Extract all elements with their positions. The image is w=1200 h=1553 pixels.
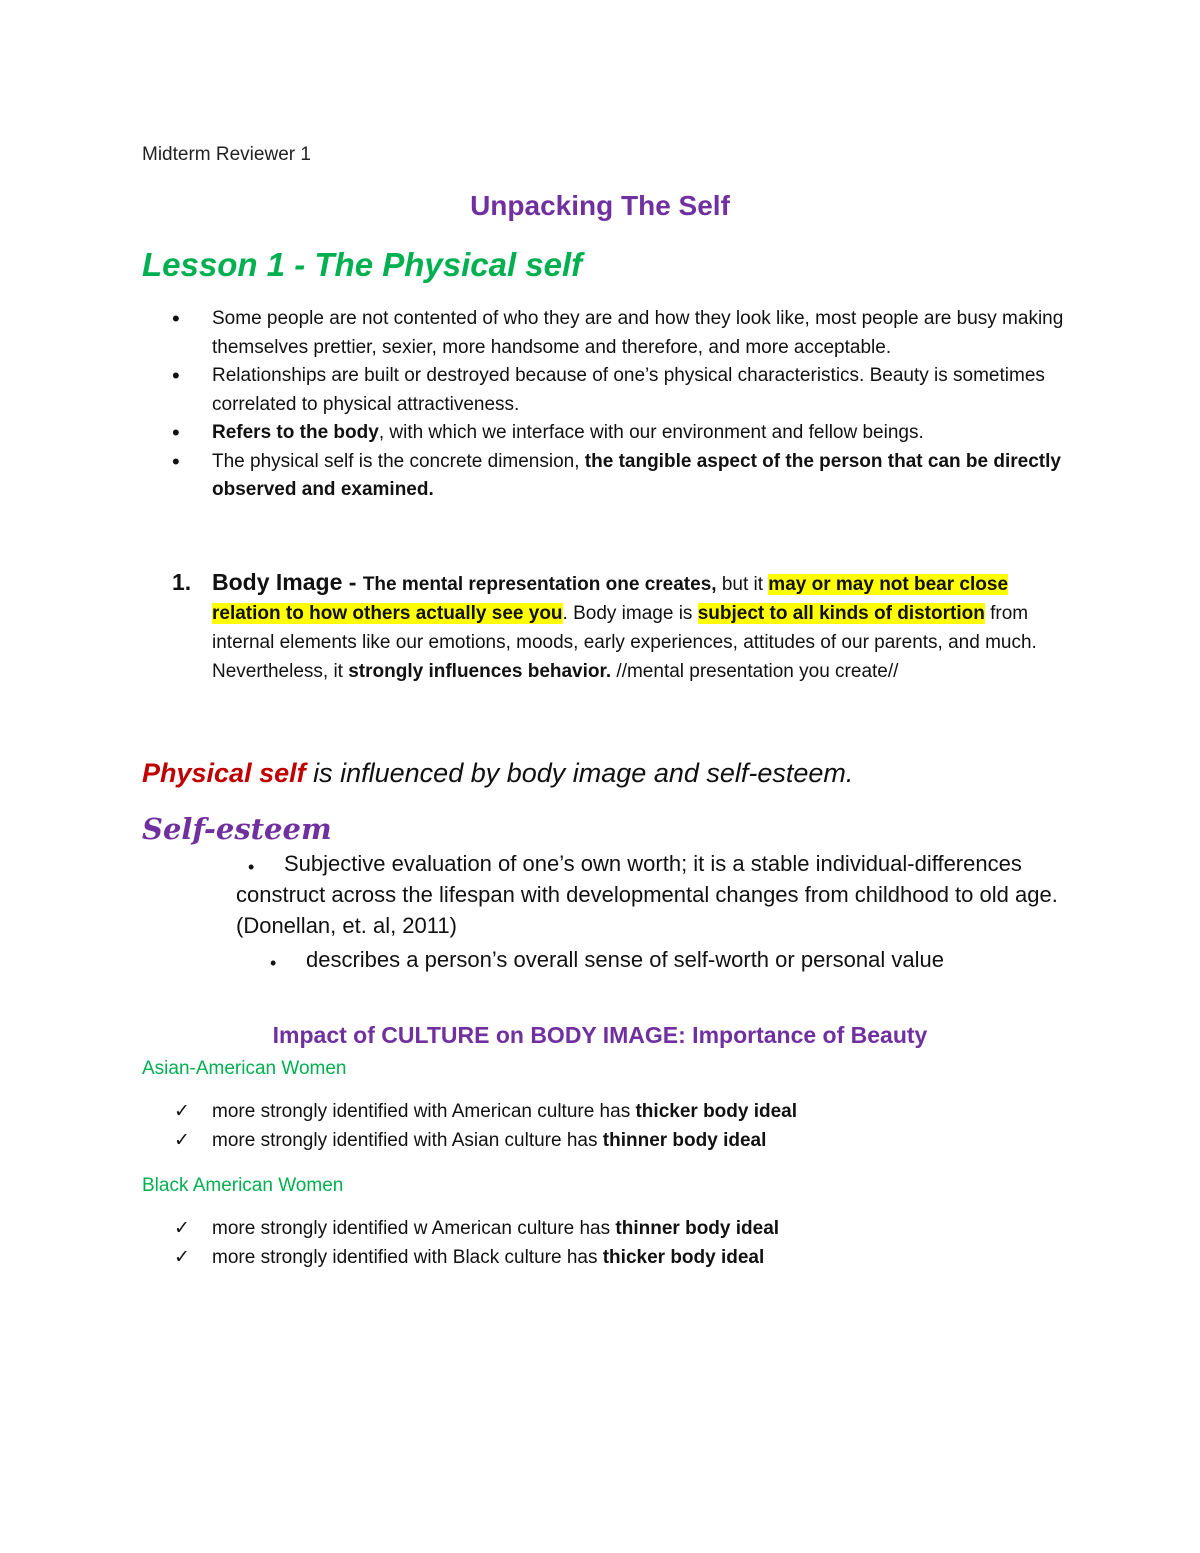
self-esteem-heading: Self-esteem (142, 812, 332, 846)
physical-self-bullet-list (142, 305, 1072, 505)
list-item: • The physical self is the concrete dimension, the tangible aspect of the person that can be directly observed and examined. (142, 448, 1072, 505)
list-item: • Relationships are built or destroyed because of one’s physical characteristics. Beauty is sometimes correlated to physical attractiveness. (142, 362, 1072, 419)
highlighted-text: subject to all kinds of distortion (697, 603, 985, 624)
physical-self-statement: Physical self is influenced by body image and self-esteem. (142, 758, 854, 788)
body-image-item: 1. Body Image - The mental representation one creates, but it may or may not bear close relation to how others actually see you. Body image is subject to all kinds of distortion from internal elements like our emotions, moods, early experiences, attitudes of our parents, and much. Nevertheless, it strongly influences behavior. //mental presentation you create// (172, 569, 1037, 682)
list-item: ✓ more strongly identified w American culture has thinner body ideal (142, 1215, 1042, 1244)
bullet-icon: • (270, 953, 277, 973)
section-heading-impact: Impact of CULTURE on BODY IMAGE: Importance of Beauty (272, 1022, 928, 1048)
checkmark-icon: ✓ (174, 1101, 190, 1122)
group-heading-asian-american: Asian-American Women (142, 1058, 347, 1079)
document-header: Midterm Reviewer 1 (142, 144, 311, 165)
document-title: Unpacking The Self (470, 190, 730, 221)
checkmark-icon: ✓ (174, 1129, 190, 1151)
list-item: ✓ more strongly identified with American culture has thicker body ideal (142, 1098, 1042, 1127)
list-item: • Some people are not contented of who they are and how they look like, most people are busy making themselves prettier, sexier, more handsome and therefore, and more acceptable. (142, 305, 1072, 362)
list-number: 1. (172, 569, 192, 595)
body-image-term: Body Image - (212, 569, 363, 595)
lesson-heading: Lesson 1 - The Physical self (142, 246, 583, 283)
list-item: ✓ more strongly identified with Black culture has thicker body ideal (142, 1244, 1042, 1273)
list-item: ✓ more strongly identified with Asian culture has thinner body ideal (142, 1127, 1042, 1156)
checkmark-icon: ✓ (174, 1246, 190, 1268)
self-esteem-definition: • Subjective evaluation of one’s own worth; it is a stable individual-differences construct across the lifespan with developmental changes from childhood to old age. (Donellan, et. al, 2011) (236, 851, 1058, 938)
checkmark-icon: ✓ (174, 1218, 190, 1239)
black-american-list (142, 1215, 1042, 1272)
self-esteem-description: • describes a person’s overall sense of self-worth or personal value (306, 944, 1066, 975)
body-image-definition: The mental representation one creates, (362, 574, 717, 595)
asian-american-list (142, 1098, 1042, 1155)
group-heading-black-american: Black American Women (142, 1175, 344, 1196)
list-item: • Refers to the body, with which we interface with our environment and fellow beings. (142, 419, 1072, 448)
bullet-icon: • (248, 857, 255, 877)
highlighted-text: may or may not bear close relation to how others actually see you (212, 574, 1009, 624)
